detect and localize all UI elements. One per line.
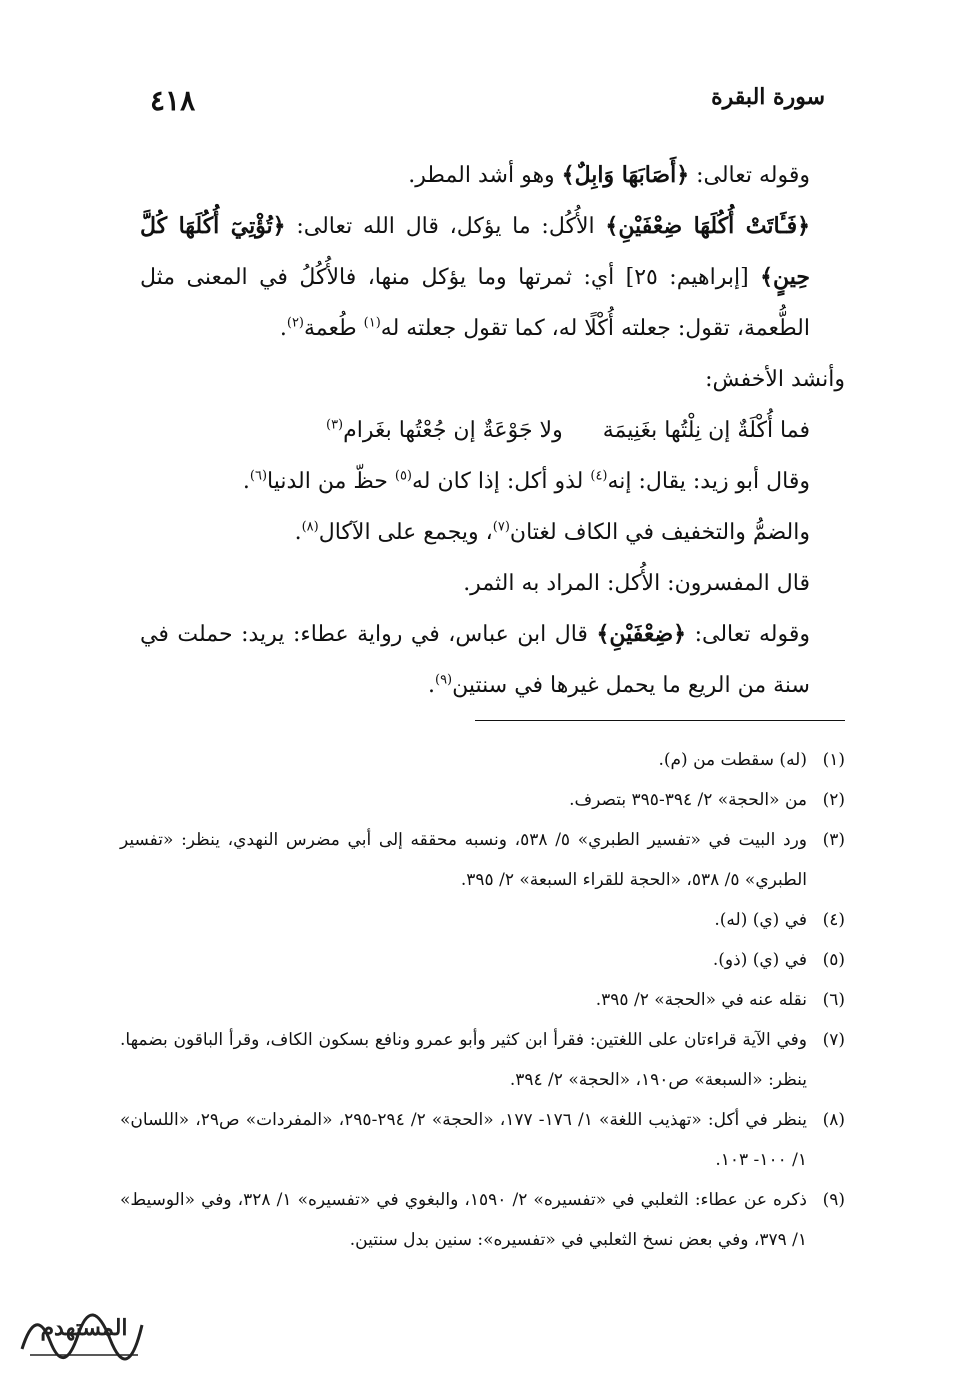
footnote-number: (٢) bbox=[822, 790, 845, 810]
text-span: طُعمة bbox=[304, 316, 364, 341]
footnote-item bbox=[120, 1100, 845, 1180]
footnote-text: نقله عنه في «الحجة» ٢/ ٣٩٥. bbox=[595, 990, 807, 1010]
paragraph-6: قال المفسرون: الأُكل: المراد به الثمر. bbox=[463, 571, 810, 596]
quran-quote: ﴿ضِعْفَيْنِ﴾ bbox=[596, 621, 687, 647]
text-span: . bbox=[427, 673, 435, 698]
footnote-item bbox=[120, 1180, 845, 1260]
verse-hemistich-1: فما أُكْلَةٌ إن نِلْتُها بغَنِيمَة bbox=[602, 418, 810, 443]
footnote-item bbox=[120, 740, 845, 780]
footnote-number: (٣) bbox=[822, 830, 845, 850]
footnote-item bbox=[120, 780, 845, 820]
footnote-ref: (٦) bbox=[249, 468, 268, 484]
footnote-number: (٤) bbox=[822, 910, 845, 930]
footnote-item bbox=[120, 940, 845, 980]
text-span: لذو أكل: إذا كان له bbox=[412, 469, 591, 494]
paragraph-2 bbox=[140, 201, 845, 354]
footnote-number: (٦) bbox=[822, 990, 845, 1010]
text-span: وقال أبو زيد: يقال: إنه bbox=[607, 469, 810, 494]
text-span: . bbox=[242, 469, 250, 494]
footnote-ref: (٨) bbox=[301, 519, 319, 535]
footnote-number: (٧) bbox=[822, 1030, 845, 1050]
footnote-text: ورد البيت في «تفسير الطبري» ٥/ ٥٣٨، ونسبه محققه إلى أبي مضرس النهدي، ينظر: «تفسير الطبري» ٥/ ٥٣٨، «الحجة للقراء السبعة» ٢/ ٣٩٥. bbox=[120, 830, 807, 890]
footnote-ref: (٣) bbox=[325, 417, 344, 433]
watermark-logo bbox=[14, 1295, 154, 1365]
footnote-number: (٥) bbox=[822, 950, 845, 970]
text-span: حظّ من الدنيا bbox=[267, 469, 395, 494]
paragraph-7 bbox=[140, 609, 845, 711]
footnote-item bbox=[120, 980, 845, 1020]
footnote-text: في (ي) (له). bbox=[714, 910, 807, 930]
text-span: [إبراهيم: ٢٥] أي: ثمرتها وما يؤكل منها، فالأُكُلُ في المعنى مثل الطُّعمة، تقول: جعلته أُكْلًا له، كما تقول جعلته له bbox=[140, 265, 810, 341]
footnote-text: (له) سقطت من (م). bbox=[658, 750, 807, 770]
page-header bbox=[150, 84, 825, 124]
surah-title: سورة البقرة bbox=[711, 84, 825, 110]
footnote-ref: (٤) bbox=[590, 468, 608, 484]
text-span: ، ويجمع على الآكال bbox=[318, 520, 493, 545]
text-span: الأُكُل: ما يؤكل، قال الله تعالى: bbox=[285, 214, 606, 239]
page-number: ٤١٨ bbox=[150, 84, 196, 117]
poetry-verse bbox=[140, 405, 845, 456]
footnote-text: في (ي) (ذو). bbox=[712, 950, 807, 970]
text-span: وقوله تعالى: bbox=[686, 622, 810, 647]
main-text bbox=[140, 150, 845, 711]
text-span: وهو أشد المطر. bbox=[408, 163, 562, 188]
text-span: . bbox=[279, 316, 287, 341]
footnote-item bbox=[120, 900, 845, 940]
footnote-text: وفي الآية قراءتان على اللغتين: فقرأ ابن كثير وأبو عمرو ونافع بسكون الكاف، وقرأ الباقون بضمها. ينظر: «السبعة» ص١٩٠، «الحجة» ٢/ ٣٩٤. bbox=[120, 1030, 807, 1090]
footnote-number: (٨) bbox=[822, 1110, 845, 1130]
footnote-text: ذكره عن عطاء: الثعلبي في «تفسيره» ٢/ ١٥٩٠، والبغوي في «تفسيره» ١/ ٣٢٨، وفي «الوسيط» ١/ ٣٧٩، وفي بعض نسخ الثعلبي في «تفسيره»: سنين بدل سنتين. bbox=[120, 1190, 807, 1250]
footnote-ref: (٩) bbox=[434, 672, 453, 688]
quran-quote: ﴿أَصَابَهَا وَابِلٌ﴾ bbox=[561, 162, 690, 188]
text-span: . bbox=[294, 520, 302, 545]
quran-quote: ﴿فَـَٔاتَتْ أُكُلَهَا ضِعْفَيْنِ﴾ bbox=[605, 213, 810, 239]
footnote-text: ينظر في أكل: «تهذيب اللغة» ١/ ١٧٦- ١٧٧، «الحجة» ٢/ ٢٩٤-٢٩٥، «المفردات» ص٢٩، «اللسان» ١/ ١٠٠- ١٠٣. bbox=[120, 1110, 808, 1170]
text-span: وقوله تعالى: bbox=[689, 163, 810, 188]
footnote-number: (١) bbox=[822, 750, 845, 770]
footnote-ref: (٥) bbox=[394, 468, 412, 484]
logo-text: المستهدم bbox=[40, 1315, 128, 1341]
footnote-item bbox=[120, 820, 845, 900]
paragraph-1 bbox=[140, 150, 845, 201]
footnote-ref: (١) bbox=[363, 315, 381, 331]
paragraph-3: وأنشد الأخفش: bbox=[705, 367, 845, 392]
footnote-divider bbox=[475, 720, 845, 721]
footnote-text: من «الحجة» ٢/ ٣٩٤-٣٩٥ بتصرف. bbox=[569, 790, 807, 810]
verse-hemistich-2: ولا جَوْعَةٌ إن جُعْتُها بغَرام bbox=[343, 418, 563, 443]
text-span: والضمُّ والتخفيف في الكاف لغتان bbox=[509, 520, 810, 545]
paragraph-5 bbox=[140, 507, 845, 558]
text-span: قال ابن عباس، في رواية عطاء: يريد: حملت في سنة من الريع ما يحمل غيرها في سنتين bbox=[140, 622, 810, 698]
footnote-ref: (٧) bbox=[492, 519, 510, 535]
footnote-item bbox=[120, 1020, 845, 1100]
quran-quote: ﴿تُؤْتِيٓ أُكُلَهَا كُلَّ حِينٍ﴾ bbox=[140, 213, 810, 290]
footnotes bbox=[120, 740, 845, 1260]
paragraph-4 bbox=[140, 456, 845, 507]
footnote-number: (٩) bbox=[822, 1190, 845, 1210]
footnote-ref: (٢) bbox=[286, 315, 304, 331]
